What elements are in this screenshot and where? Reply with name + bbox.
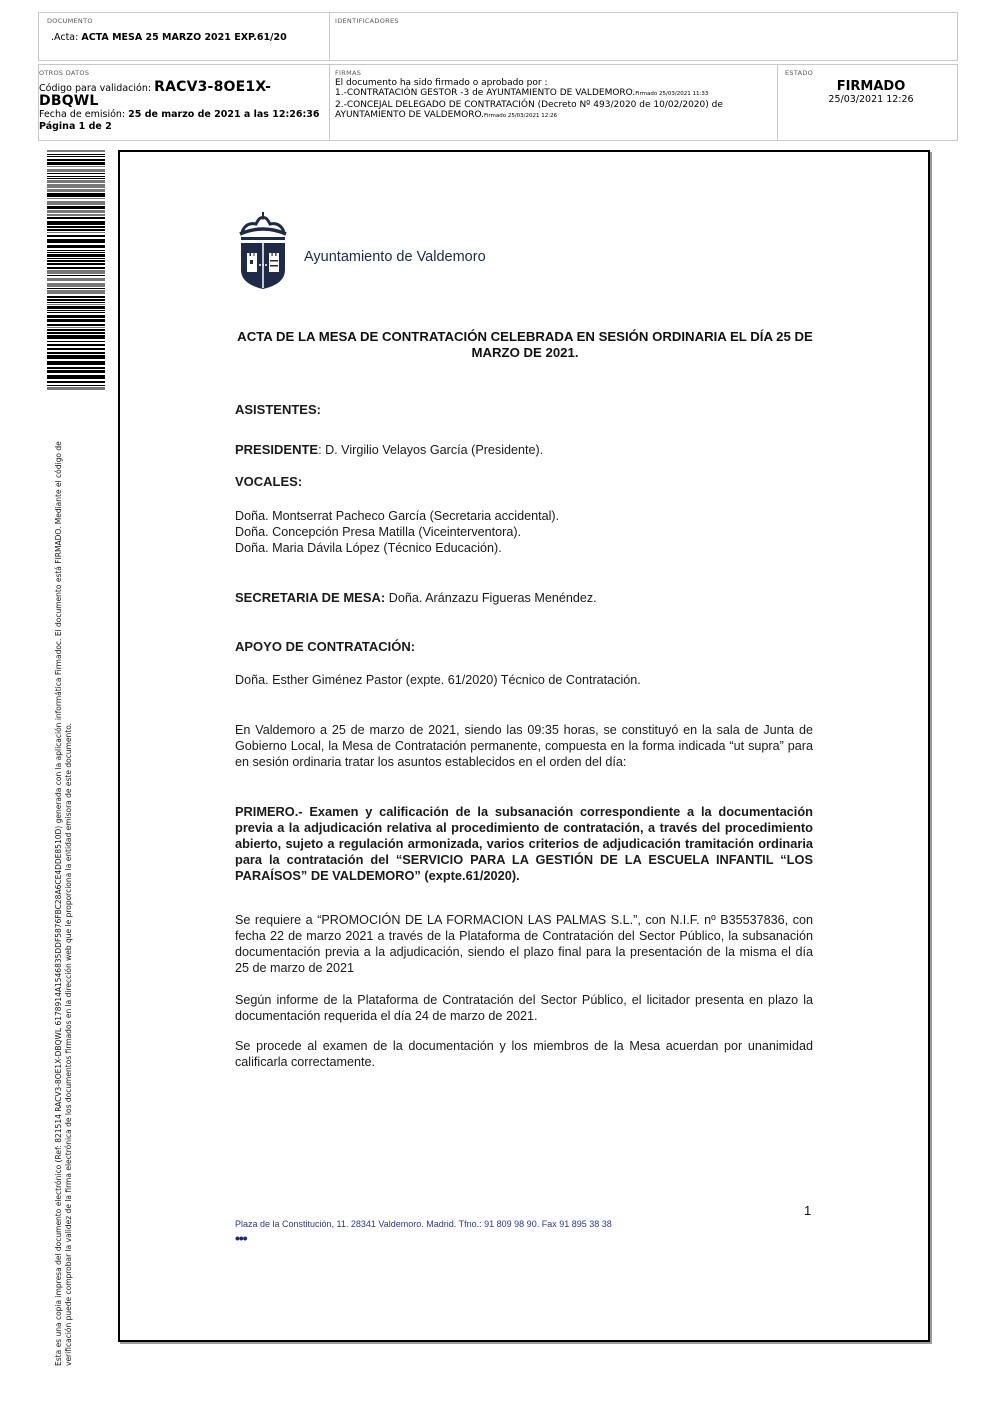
barcode-bar [47, 176, 105, 177]
page-frame [118, 150, 930, 1342]
firma-2-stamp: Firmado 25/03/2021 12:26 [484, 112, 558, 119]
barcode-bar [47, 387, 105, 390]
page-content [120, 152, 928, 1340]
vocales-heading: VOCALES: [235, 474, 303, 489]
firmas-body [335, 78, 777, 121]
vocal-1: Doña. Montserrat Pacheco García (Secretaria accidental). [235, 509, 560, 523]
fecha-label: Fecha de emisión: [39, 109, 126, 120]
barcode-bar [47, 275, 105, 276]
barcode-bar [47, 312, 105, 313]
verification-note-line-1: Esta es una copia impresa del documento electrónico (Ref: 821514 RACV3-8OE1X-DBQWL 6178914A1546835DDF5876FBC28A6CE4DDE8510D) generada con la aplicación informática Firmadoc. El documento está FIRMADO. Mediante el código de [54, 441, 63, 1366]
barcode-bar [47, 193, 105, 197]
barcode-bar [47, 254, 105, 257]
barcode-bar [47, 352, 105, 354]
coat-of-arms-logo-icon [236, 210, 290, 290]
barcode-bar [47, 226, 105, 228]
barcode-bar [47, 201, 105, 205]
fecha-row [39, 109, 329, 121]
secretaria-line [235, 590, 813, 606]
barcode-bar [47, 159, 105, 161]
firma-2a: 2.-CONCEJAL DELEGADO DE CONTRATACIÓN (Decreto Nº 493/2020 de 10/02/2020) de [335, 99, 723, 110]
firma-2-text: AYUNTAMIENTO DE VALDEMORO. [335, 109, 485, 120]
barcode-bar [47, 367, 105, 369]
footer-dots-icon: ••• [235, 1230, 247, 1246]
barcode-bar [47, 319, 105, 322]
barcode-bar [47, 250, 105, 251]
barcode-bar [47, 278, 105, 281]
vocal-2: Doña. Concepción Presa Matilla (Viceinterventora). [235, 525, 522, 539]
presidente-label: PRESIDENTE [235, 442, 319, 457]
barcode-bar [47, 221, 105, 225]
barcode-bar [47, 327, 105, 328]
barcode-bar [47, 324, 105, 326]
firma-1-text: 1.-CONTRATACIÓN GESTOR -3 de AYUNTAMIENTO DE VALDEMORO. [335, 88, 636, 99]
barcode-bar [47, 232, 105, 233]
header-top-row [38, 12, 958, 61]
otros-datos-body [39, 81, 329, 133]
barcode-bar [47, 299, 105, 301]
barcode-bar [47, 162, 105, 165]
barcode-bar [47, 184, 105, 188]
footer-address: Plaza de la Constitución, 11. 28341 Valdemoro. Madrid. Tfno.: 91 809 98 90. Fax 91 895 38 38 [235, 1219, 612, 1229]
documento-title: ACTA MESA 25 MARZO 2021 EXP.61/20 [81, 32, 287, 43]
codigo-label: Código para validación: [39, 83, 152, 94]
barcode-bar [47, 166, 105, 167]
presidente-value: : D. Virgilio Velayos García (Presidente). [318, 443, 544, 457]
barcode-bar [47, 173, 105, 174]
firma-1-stamp: Firmado 25/03/2021 11:33 [635, 91, 709, 98]
firmas-intro: El documento ha sido firmado o aprobado por : [335, 78, 548, 88]
verification-note [54, 426, 73, 1366]
barcode-bar [47, 302, 105, 303]
barcode-bar [47, 206, 105, 209]
barcode-bar [47, 267, 105, 269]
barcode-bar [47, 381, 105, 383]
barcode-bar [47, 304, 105, 305]
barcode-bar [47, 263, 105, 265]
document-title: ACTA DE LA MESA DE CONTRATACIÓN CELEBRADA EN SESIÓN ORDINARIA EL DÍA 25 DE MARZO DE 2021. [237, 329, 813, 360]
barcode-bar [47, 361, 105, 365]
barcode-bar [47, 344, 105, 346]
barcode-bar [47, 270, 105, 274]
barcode-bar [47, 335, 105, 339]
barcode-bar [47, 180, 105, 183]
barcode-bar [47, 310, 105, 311]
barcode-bar [47, 329, 105, 331]
barcode-bar [47, 290, 105, 294]
barcode-bar [47, 355, 105, 359]
barcode-bar [47, 217, 105, 219]
barcode-bar [47, 150, 105, 152]
barcode-bar [47, 239, 105, 243]
identificadores-label: IDENTIFICADORES [335, 17, 399, 25]
documento-label: DOCUMENTO [47, 17, 93, 25]
apoyo-heading: APOYO DE CONTRATACIÓN: [235, 639, 416, 654]
estado-value: FIRMADO [836, 79, 906, 94]
otros-datos-label: OTROS DATOS [39, 69, 90, 77]
otros-datos-cell [39, 65, 329, 140]
estado-cell [777, 65, 957, 140]
barcode-bar [47, 235, 105, 237]
firma-1 [335, 88, 777, 99]
barcode-bar [47, 348, 105, 350]
paragraph-acuerdo: Se procede al examen de la documentación y los miembros de la Mesa acuerdan por unanimidad calificarla correctamente. [235, 1039, 813, 1069]
header-bottom-row [38, 64, 958, 141]
asistentes-heading: ASISTENTES: [235, 402, 321, 417]
firma-2b [335, 110, 777, 121]
barcode-bar [47, 370, 105, 373]
apoyo-value: Doña. Esther Giménez Pastor (expte. 61/2020) Técnico de Contratación. [235, 673, 641, 687]
paragraph-informe: Según informe de la Plataforma de Contratación del Sector Público, el licitador presenta en plazo la documentación requerida el día 24 de marzo de 2021. [235, 993, 813, 1023]
estado-date: 25/03/2021 12:26 [828, 94, 914, 105]
barcode-bar [47, 198, 105, 199]
barcode-bar [47, 189, 105, 192]
barcode-bar [47, 341, 105, 342]
barcode-bar [47, 154, 105, 155]
secretaria-value: Doña. Aránzazu Figueras Menéndez. [385, 591, 597, 605]
documento-cell [39, 13, 329, 60]
barcode-bar [47, 214, 105, 216]
primero-paragraph: PRIMERO.- Examen y calificación de la subsanación correspondiente a la documentación previa a la adjudicación relativa al procedimiento de contratación, a través del procedimiento abierto, sujeto a regulación armonizada, varios criterios de adjudicación tramitación ordinaria para la contratación del “SERVICIO PARA LA GESTIÓN DE LA ESCUELA INFANTIL “LOS PARAÍSOS” DE VALDEMORO” (expte.61/2020). [235, 804, 813, 883]
barcode-bar [47, 169, 105, 172]
barcode-bar [47, 375, 105, 379]
documento-prefix: .Acta: [51, 32, 79, 43]
presidente-line [235, 442, 813, 458]
barcode-bar [47, 332, 105, 334]
barcode-bar [47, 210, 105, 213]
barcode-bar [47, 178, 105, 179]
codigo-value: RACV3-8OE1X-DBQWL [39, 79, 272, 109]
verification-note-line-2: verificación puede comprobar la validez de la firma electrónica de los documentos firmados en la dirección web que le proporciona la entidad emisora de este documento. [63, 722, 73, 1366]
barcode-bar [47, 296, 105, 298]
codigo-row [39, 81, 329, 109]
firmas-cell [329, 65, 777, 140]
barcode-bar [47, 258, 105, 259]
barcode-bar [47, 315, 105, 318]
barcode-bar [47, 252, 105, 253]
identificadores-cell [329, 13, 957, 60]
org-name: Ayuntamiento de Valdemoro [304, 249, 486, 265]
vocales-list [235, 508, 813, 556]
barcode-bar [47, 385, 105, 386]
page-number: 1 [804, 1203, 812, 1218]
barcode-bar [47, 229, 105, 231]
barcode-bar [47, 283, 105, 287]
barcode-icon [47, 150, 105, 390]
estado-label: ESTADO [785, 69, 814, 77]
pagina-value: Página 1 de 2 [39, 121, 112, 132]
secretaria-label: SECRETARIA DE MESA: [235, 590, 386, 605]
paragraph-requerimiento: Se requiere a “PROMOCIÓN DE LA FORMACION LAS PALMAS S.L.”, con N.I.F. nº B35537836, con fecha 22 de marzo 2021 a través de la Plataforma de Contratación del Sector Público, la subsanación documentación previa a la adjudicación, siendo el plazo final para la presentación de la misma el día 25 de marzo de 2021 [235, 913, 813, 975]
vocal-3: Doña. Maria Dávila López (Técnico Educación). [235, 541, 502, 555]
barcode-bar [47, 245, 105, 248]
intro-paragraph: En Valdemoro a 25 de marzo de 2021, siendo las 09:35 horas, se constituyó en la sala de Junta de Gobierno Local, la Mesa de Contratación permanente, compuesta en la forma indicada “ut supra” para en sesión ordinaria tratar los asuntos establecidos en el orden del día: [235, 723, 813, 769]
firmas-label: FIRMAS [335, 69, 362, 77]
barcode-bar [47, 260, 105, 262]
barcode-bar [47, 306, 105, 309]
barcode-bar [47, 156, 105, 157]
documento-value [51, 32, 329, 43]
barcode-bar [47, 288, 105, 289]
fecha-value: 25 de marzo de 2021 a las 12:26:36 [128, 109, 320, 120]
